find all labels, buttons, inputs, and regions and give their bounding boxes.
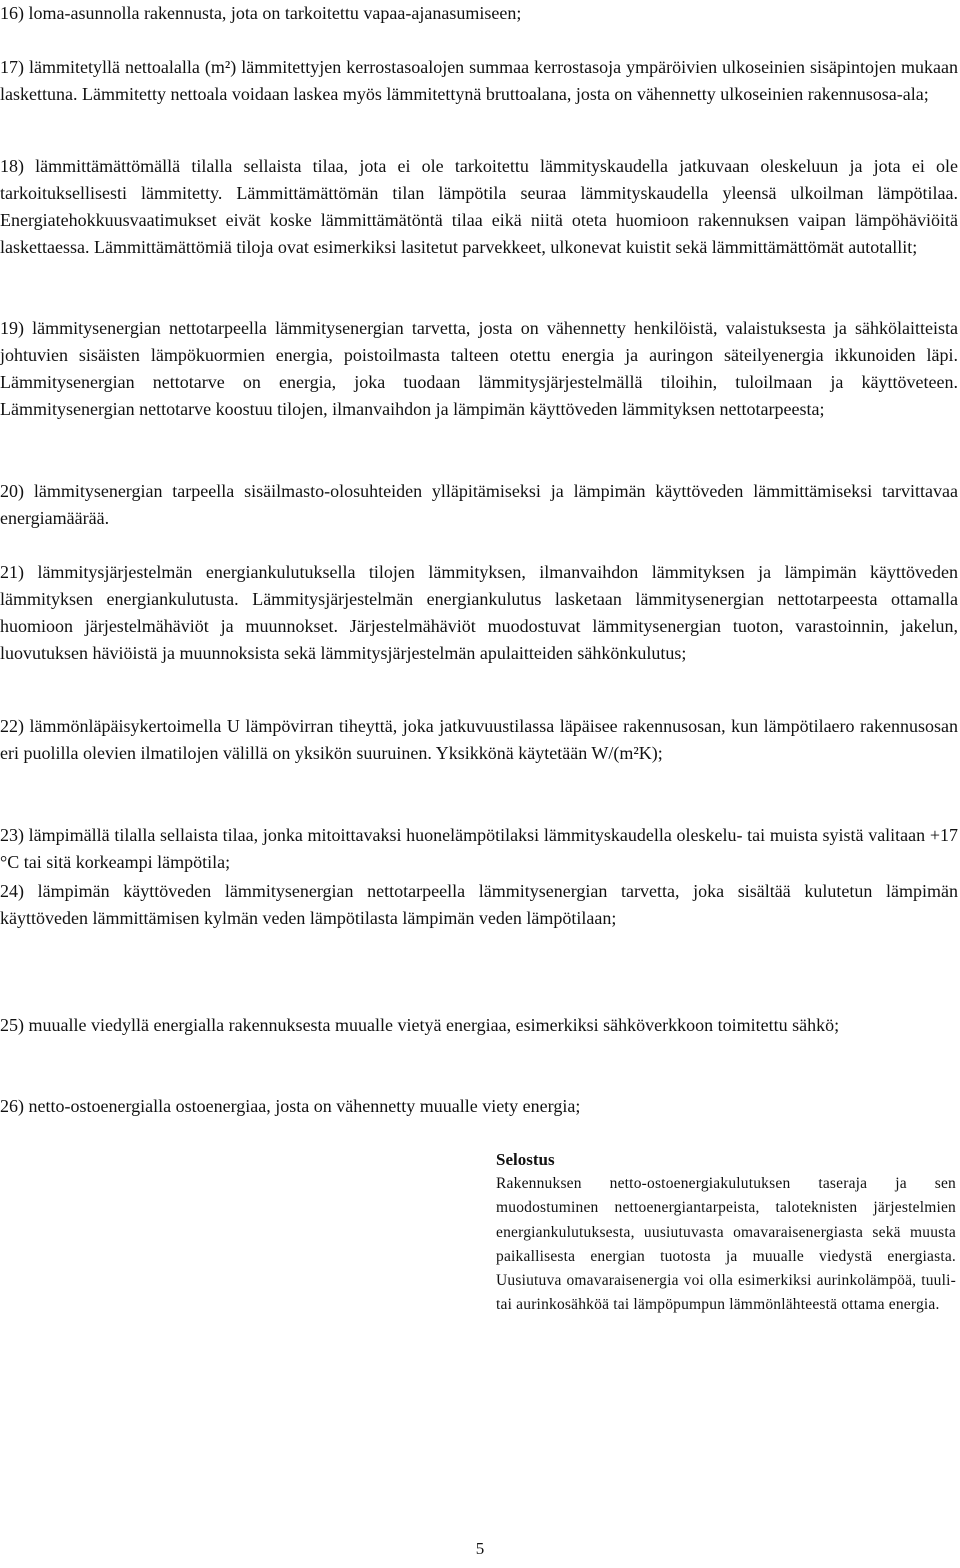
definition-20: 20) lämmitysenergian tarpeella sisäilmasto-olosuhteiden ylläpitämiseksi ja lämpimän käyttöveden lämmittämiseksi tarvittavaa energiamäärää. [0,481,958,528]
definition-24: 24) lämpimän käyttöveden lämmitysenergian nettotarpeella lämmitysenergian tarvetta, joka sisältää kulutetun lämpimän käyttöveden lämmittämisen kylmän veden lämpötilasta lämpimän veden lämpötilaan; [0,881,958,928]
note-body: Rakennuksen netto-ostoenergiakulutuksen taseraja ja sen muodostuminen nettoenergiantarpeista, taloteknisten järjestelmien energiankulutuksesta, uusiutuvasta omavaraisenergiasta sekä muusta paikallisesta energian tuotosta ja muualle viedystä energiasta. Uusiutuva omavaraisenergia voi olla esimerkiksi aurinkolämpöä, tuuli- tai aurinkosähköä tai lämpöpumpun lämmönlähteestä ottama energia. [496,1175,956,1314]
definition-19: 19) lämmitysenergian nettotarpeella lämmitysenergian tarvetta, josta on vähennetty henkilöistä, valaistuksesta ja sähkölaitteista johtuvien sisäisten lämpökuormien energia, poistoilmasta talteen otettu energia ja auringon säteilyenergia ikkunoiden läpi. Lämmitysenergian nettotarve on energia, joka tuodaan lämmitysjärjestelmällä tiloihin, tuloilmaan ja käyttöveteen. Lämmitysenergian nettotarve koostuu tilojen, ilmanvaihdon ja lämpimän käyttöveden lämmityksen nettotarpeesta; [0,318,958,419]
definition-26: 26) netto-ostoenergialla ostoenergiaa, josta on vähennetty muualle viety energia; [0,1096,581,1116]
definition-21: 21) lämmitysjärjestelmän energiankulutuksella tilojen lämmityksen, ilmanvaihdon lämmityksen ja lämpimän käyttöveden lämmityksen energiankulutusta. Lämmitysjärjestelmän energiankulutus lasketaan lämmitysenergian nettotarpeesta ottamalla huomioon järjestelmähäviöt ja muunnokset. Järjestelmähäviöt muodostuvat lämmitysenergian tuoton, varastoinnin, jakelun, luovutuksen häviöistä ja muunnoksista sekä lämmitysjärjestelmän apulaitteiden sähkönkulutus; [0,562,958,663]
definition-18: 18) lämmittämättömällä tilalla sellaista tilaa, jota ei ole tarkoitettu lämmityskaudella jatkuvaan oleskeluun ja jota ei ole tarkoituksellisesti lämmitetty. Lämmittämättömän tilan lämpötila seuraa lämmityskaudella yleensä ulkoilman lämpötilaa. Energiatehokkuusvaatimukset eivät koske lämmittämätöntä tilaa eikä niitä oteta huomioon rakennuksen vaipan lämpöhäviöitä laskettaessa. Lämmittämättömiä tiloja ovat esimerkiksi lasitetut parvekkeet, ulkonevat kuistit sekä lämmittämättömät autotallit; [0,156,958,257]
note-title: Selostus [496,1150,555,1169]
definition-17: 17) lämmitetyllä nettoalalla (m²) lämmitettyjen kerrostasoalojen summaa kerrostasoja ympäröivien ulkoseinien sisäpintojen mukaan laskettuna. Lämmitetty nettoala voidaan laskea myös lämmitettynä bruttoalana, josta on vähennetty ulkoseinien rakennusosa-ala; [0,57,958,104]
definition-22: 22) lämmönläpäisykertoimella U lämpövirran tiheyttä, joka jatkuvuustilassa läpäisee rakennusosan, kun lämpötilaero rakennusosan eri puolilla olevien ilmatilojen välillä on yksikön suuruinen. Yksikkönä käytetään W/(m²K); [0,716,958,763]
definition-25: 25) muualle viedyllä energialla rakennuksesta muualle vietyä energiaa, esimerkiksi sähköverkkoon toimitettu sähkö; [0,1015,840,1035]
page-number: 5 [475,1539,485,1558]
explanatory-note [496,1148,956,1318]
definition-23: 23) lämpimällä tilalla sellaista tilaa, jonka mitoittavaksi huonelämpötilaksi lämmityskaudella oleskelu- tai muista syistä valitaan +17 °C tai sitä korkeampi lämpötila; [0,825,958,872]
definition-16: 16) loma-asunnolla rakennusta, jota on tarkoitettu vapaa-ajanasumiseen; [0,3,522,23]
